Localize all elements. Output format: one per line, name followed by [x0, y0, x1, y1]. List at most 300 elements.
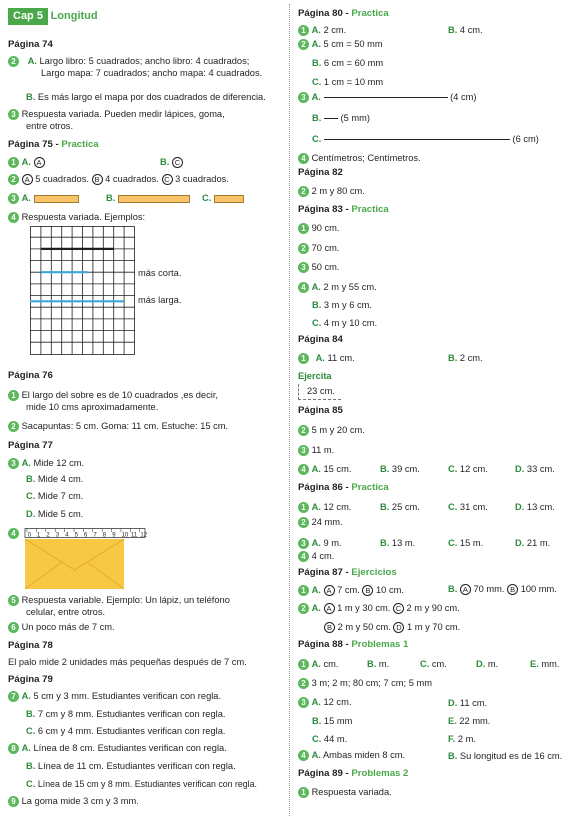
item-label: A.	[311, 39, 321, 49]
answer-text: 12 cm.	[459, 464, 488, 474]
answer-text: 2 m y 90 cm.	[406, 603, 460, 613]
p79-q8	[8, 743, 227, 754]
answer-text: Respuesta variable. Ejemplo: Un lápiz, un teléfono	[21, 595, 230, 605]
answer-text: 70 cm.	[311, 243, 340, 253]
answer-text: (6 cm)	[512, 134, 539, 144]
item-label: A.	[311, 25, 321, 35]
p80-q1-b	[448, 25, 483, 36]
answer-text: 4 m y 10 cm.	[323, 318, 378, 328]
answer-text: mide 10 cms aproximadamente.	[26, 402, 159, 412]
label-short: más corta.	[138, 268, 182, 278]
item-label: D.	[515, 538, 525, 548]
question-number: 5	[8, 595, 19, 606]
question-number: 2	[298, 425, 309, 436]
answer-text: 1 m y 30 cm.	[337, 603, 391, 613]
grid-lines	[30, 226, 135, 355]
answer-text: 4 cm.	[311, 551, 335, 561]
question-number: 2	[298, 678, 309, 689]
p80-q1	[298, 25, 346, 36]
ruler-tick-label: 8	[102, 532, 107, 539]
item-label: A.	[21, 743, 31, 753]
item-label: D.	[26, 509, 36, 519]
p79-q9	[8, 796, 139, 807]
answer-text: Es más largo el mapa por dos cuadrados de diferencia.	[37, 92, 266, 102]
answer-text: 21 m.	[526, 538, 551, 548]
item-label: C.	[448, 502, 458, 512]
p79-q8-c	[26, 779, 257, 790]
chapter-title: Longitud	[50, 10, 98, 22]
section-label: Practica	[351, 204, 389, 215]
p88-q1	[298, 659, 338, 670]
answer-text: 1 cm = 10 mm	[323, 77, 384, 87]
length-bar-b	[118, 195, 190, 203]
question-number: 1	[298, 585, 309, 596]
p88-q1-d	[476, 659, 498, 670]
envelope-body	[25, 539, 124, 589]
page-75-heading: Página 75 - Practica	[8, 139, 99, 150]
p75-q3	[8, 193, 79, 204]
p87-q2-row2	[324, 622, 460, 633]
item-label: A.	[27, 56, 37, 66]
item-label: A.	[311, 92, 321, 102]
answer-text: 2 m y 80 cm.	[311, 186, 365, 196]
answer-text: Un poco más de 7 cm.	[21, 622, 115, 632]
ruler-tick-label: 3	[55, 532, 60, 539]
answer-text: Línea de 11 cm. Estudiantes verifican con regla.	[37, 761, 236, 771]
question-number: 7	[8, 691, 19, 702]
p86-q3-c	[448, 538, 483, 549]
answer-text: Largo libro: 5 cuadrados; ancho libro: 4 cuadrados;	[39, 56, 250, 66]
p75-q4	[8, 212, 145, 223]
p83-q3	[298, 262, 340, 273]
p80-q2-b	[312, 58, 383, 69]
p88-q3-c	[312, 734, 347, 745]
answer-text: 24 mm.	[311, 517, 343, 527]
page-77-heading: Página 77	[8, 440, 53, 451]
answer-text: (5 mm)	[340, 113, 370, 123]
p86-q2	[298, 517, 343, 528]
item-label: A.	[311, 585, 321, 595]
item-label: D.	[515, 502, 525, 512]
p75-q3-b	[106, 193, 190, 204]
answer-text: 23 cm.	[307, 386, 335, 396]
circled-answer: B	[324, 622, 335, 633]
p88-q3-f	[448, 734, 476, 745]
answer-text: 7 cm.	[337, 585, 360, 595]
item-label: B.	[448, 25, 458, 35]
page-88-heading: Página 88 - Problemas 1	[298, 639, 409, 650]
question-number: 1	[8, 157, 19, 168]
ruler-tick-label: 5	[74, 532, 78, 539]
item-label: A.	[311, 464, 321, 474]
item-label: B.	[380, 464, 390, 474]
answer-text: Mide 7 cm.	[37, 491, 84, 501]
answer-text: m.	[487, 659, 499, 669]
answer-text: 12 cm.	[323, 697, 352, 707]
answer-text: 2 cm.	[459, 353, 483, 363]
item-label: C.	[26, 726, 36, 736]
question-number: 3	[298, 697, 309, 708]
ruler-tick-label: 1	[37, 532, 41, 539]
item-label: B.	[448, 584, 458, 594]
p86-q3-b	[380, 538, 415, 549]
p79-q7-b	[26, 709, 225, 720]
answer-text: Ambas miden 8 cm.	[322, 750, 406, 760]
answer-text: mm.	[541, 659, 560, 669]
question-number: 8	[8, 743, 19, 754]
p79-q7	[8, 691, 221, 702]
item-label: C.	[26, 779, 36, 789]
question-number: 2	[8, 174, 19, 185]
p85-q4-d	[515, 464, 555, 475]
p88-q3	[298, 697, 351, 708]
answer-text: 13 m.	[391, 538, 416, 548]
item-label: A.	[311, 603, 321, 613]
question-number: 3	[8, 109, 19, 120]
circled-answer: D	[393, 622, 404, 633]
question-number: 9	[8, 796, 19, 807]
answer-text: Respuesta variada. Pueden medir lápices, goma,	[21, 109, 225, 119]
section-label: Problemas 1	[351, 639, 409, 650]
p80-q3	[298, 92, 476, 103]
question-number: 2	[8, 421, 19, 432]
question-number: 3	[8, 193, 19, 204]
item-label: C.	[26, 491, 36, 501]
answer-text: m.	[378, 659, 390, 669]
p75-q3-c	[202, 193, 244, 204]
item-label: F.	[448, 734, 456, 744]
page-82-heading: Página 82	[298, 167, 343, 178]
question-number: 1	[298, 353, 309, 364]
item-label: A.	[315, 353, 325, 363]
item-label: C.	[312, 734, 322, 744]
line-5mm	[324, 118, 338, 119]
answer-text: (4 cm)	[450, 92, 477, 102]
ruler-tick-label: 10	[121, 532, 129, 539]
p77-q5	[8, 595, 230, 606]
p76-q2	[8, 421, 228, 432]
item-label: B.	[312, 300, 322, 310]
p77-q3-d	[26, 509, 83, 520]
answer-text: 6 cm = 60 mm	[323, 58, 384, 68]
question-number: 4	[8, 528, 19, 539]
answer-text: 5 cuadrados.	[35, 174, 89, 184]
p74-q3	[8, 109, 225, 120]
p86-q4	[298, 551, 334, 562]
ruler-tick-label: 6	[84, 532, 88, 539]
p80-q3-c	[312, 134, 539, 145]
p87-q1	[298, 585, 404, 596]
item-label: D.	[515, 464, 525, 474]
answer-text: Respuesta variada. Ejemplos:	[21, 212, 146, 222]
answer-text: 39 cm.	[391, 464, 420, 474]
item-label: A.	[311, 659, 321, 669]
circled-answer: C	[162, 174, 173, 185]
line-6cm	[324, 139, 510, 140]
question-number: 4	[298, 282, 309, 293]
page-80-heading: Página 80 - Practica	[298, 8, 389, 19]
circled-answer: A	[324, 585, 335, 596]
circled-answer: C	[172, 157, 183, 168]
answer-text: 31 cm.	[459, 502, 488, 512]
circled-answer: A	[34, 157, 45, 168]
question-number: 6	[8, 622, 19, 633]
question-number: 1	[298, 223, 309, 234]
circled-answer: A	[22, 174, 33, 185]
item-label: B.	[26, 92, 36, 102]
answer-text: celular, entre otros.	[26, 607, 106, 617]
item-label: B.	[26, 474, 36, 484]
circled-answer: C	[393, 603, 404, 614]
item-label: A.	[21, 458, 31, 468]
answer-text: 11 cm.	[327, 353, 355, 363]
item-label: C.	[448, 538, 458, 548]
item-label: E.	[448, 716, 457, 726]
question-number: 2	[8, 56, 19, 67]
item-label: C.	[448, 464, 458, 474]
item-label: C.	[202, 193, 212, 203]
answer-text: Sacapuntas: 5 cm. Goma: 11 cm. Estuche: 15 cm.	[21, 421, 229, 431]
item-label: A.	[311, 750, 321, 760]
answer-text: 11 m.	[311, 445, 335, 455]
question-number: 3	[298, 538, 309, 549]
item-label: C.	[420, 659, 430, 669]
answer-text: Línea de 15 cm y 8 mm. Estudiantes verifican con regla.	[37, 779, 257, 789]
p76-q1	[8, 390, 218, 401]
question-number: 1	[8, 390, 19, 401]
p88-q3-e	[448, 716, 490, 727]
page-84-heading: Página 84	[298, 334, 343, 345]
ruler-tick-label: 7	[93, 532, 97, 539]
answer-text: 2 m y 55 cm.	[323, 282, 377, 292]
item-label: A.	[21, 193, 31, 203]
page-87-heading: Página 87 - Ejercicios	[298, 567, 397, 578]
answer-text: 5 cm y 3 mm. Estudiantes verifican con regla.	[33, 691, 222, 701]
p87-q1-b	[448, 584, 557, 595]
question-number: 4	[298, 153, 309, 164]
p83-q4-c	[312, 318, 377, 329]
label-long: más larga.	[138, 295, 182, 305]
p75-q1-b	[160, 157, 183, 168]
answer-text: 11 cm.	[459, 698, 488, 708]
p89-q1	[298, 787, 392, 798]
answer-text: 15 cm.	[323, 464, 352, 474]
p75-q2	[8, 174, 229, 185]
item-label: A.	[21, 157, 31, 167]
p83-q4	[298, 282, 377, 293]
p79-q7-c	[26, 726, 225, 737]
item-label: B.	[367, 659, 377, 669]
p77-q4	[8, 528, 19, 539]
question-number: 1	[298, 25, 309, 36]
p84-q1	[298, 353, 355, 364]
answer-text: 25 cm.	[391, 502, 420, 512]
item-label: B.	[448, 353, 458, 363]
item-label: A.	[311, 502, 321, 512]
page-86-heading: Página 86 - Practica	[298, 482, 389, 493]
answer-text: 5 m y 20 cm.	[311, 425, 365, 435]
ruler-envelope-figure	[24, 528, 148, 592]
item-label: A.	[311, 697, 321, 707]
answer-text: 13 cm.	[526, 502, 555, 512]
p85-q4	[298, 464, 351, 475]
item-label: A.	[21, 691, 31, 701]
page-74-heading: Página 74	[8, 39, 53, 50]
item-label: B.	[26, 709, 36, 719]
p75-q1	[8, 157, 45, 168]
p85-q4-c	[448, 464, 488, 475]
item-label: C.	[312, 77, 322, 87]
question-number: 2	[298, 243, 309, 254]
answer-text: Mide 4 cm.	[37, 474, 84, 484]
answer-text: 3 cuadrados.	[175, 174, 229, 184]
p83-q4-b	[312, 300, 372, 311]
p85-q3	[298, 445, 334, 456]
p77-q3	[8, 458, 84, 469]
p80-q3-b	[312, 113, 370, 124]
circled-answer: A	[460, 584, 471, 595]
p88-q4-b	[448, 751, 562, 762]
circled-answer: A	[324, 603, 335, 614]
item-label: B.	[160, 157, 170, 167]
chapter-badge: Cap 5	[8, 8, 48, 25]
page-78-heading: Página 78	[8, 640, 53, 651]
answer-text: 10 cm.	[376, 585, 404, 595]
p83-q1	[298, 223, 340, 234]
p88-q1-b	[367, 659, 389, 670]
item-label: D.	[476, 659, 486, 669]
answer-text: 15 mm	[323, 716, 353, 726]
p74-q2	[8, 56, 249, 67]
p82-q2	[298, 186, 365, 197]
question-number: 2	[298, 517, 309, 528]
question-number: 2	[298, 39, 309, 50]
section-label: Practica	[351, 482, 389, 493]
question-number: 1	[298, 787, 309, 798]
item-label: B.	[380, 538, 390, 548]
item-label: A.	[311, 538, 321, 548]
page-79-heading: Página 79	[8, 674, 53, 685]
p86-q1-d	[515, 502, 555, 513]
p88-q1-c	[420, 659, 447, 670]
item-label: B.	[26, 761, 36, 771]
answer-text: 4 cuadrados.	[105, 174, 159, 184]
answer-text: 3 m y 6 cm.	[323, 300, 372, 310]
p88-q3-d	[448, 698, 487, 709]
answer-text: El palo mide 2 unidades más pequeñas después de 7 cm.	[8, 657, 247, 667]
ruler-tick-label: 4	[65, 532, 69, 539]
question-number: 4	[8, 212, 19, 223]
p88-q3-b	[312, 716, 352, 727]
answer-text: 44 m.	[323, 734, 348, 744]
item-label: B.	[312, 58, 322, 68]
chapter-header	[8, 8, 98, 25]
p88-q4	[298, 750, 405, 761]
answer-text: 6 cm y 4 mm. Estudiantes verifican con regla.	[37, 726, 226, 736]
section-label: Practica	[61, 139, 99, 150]
question-number: 3	[298, 92, 309, 103]
column-divider	[289, 4, 290, 816]
answer-text: Respuesta variada.	[311, 787, 392, 797]
section-label: Ejercicios	[351, 567, 397, 578]
answer-text: cm.	[323, 659, 339, 669]
answer-text: 22 mm.	[459, 716, 491, 726]
circled-answer: B	[92, 174, 103, 185]
page-85-heading: Página 85	[298, 405, 343, 416]
line-4cm	[324, 97, 448, 98]
question-number: 3	[8, 458, 19, 469]
p86-q3-d	[515, 538, 550, 549]
question-number: 3	[298, 445, 309, 456]
circled-answer: B	[362, 585, 373, 596]
answer-text: 1 m y 70 cm.	[407, 622, 461, 632]
answer-text: 9 m.	[323, 538, 342, 548]
answer-text: 15 m.	[459, 538, 484, 548]
answer-text: La goma mide 3 cm y 3 mm.	[21, 796, 139, 806]
p83-q2	[298, 243, 340, 254]
p77-q3-b	[26, 474, 83, 485]
ejercita-label: Ejercita	[298, 371, 332, 381]
answer-text: 12 cm.	[323, 502, 352, 512]
question-number: 1	[298, 659, 309, 670]
answer-text: 5 cm = 50 mm	[323, 39, 383, 49]
circled-answer: B	[507, 584, 518, 595]
answer-text: Línea de 8 cm. Estudiantes verifican con regla.	[33, 743, 227, 753]
question-number: 2	[298, 603, 309, 614]
p80-q2-c	[312, 77, 383, 88]
page-89-heading: Página 89 - Problemas 2	[298, 768, 409, 779]
p86-q3	[298, 538, 342, 549]
item-label: A.	[311, 282, 321, 292]
answer-text: entre otros.	[26, 121, 74, 131]
item-label: C.	[312, 318, 322, 328]
page-83-heading: Página 83 - Practica	[298, 204, 389, 215]
question-number: 4	[298, 551, 309, 562]
page-76-heading: Página 76	[8, 370, 53, 381]
p86-q1-c	[448, 502, 488, 513]
answer-text: 2 m.	[457, 734, 476, 744]
question-number: 4	[298, 464, 309, 475]
p85-q4-b	[380, 464, 420, 475]
ruler-tick-label: 0	[27, 532, 31, 539]
p85-q2	[298, 425, 365, 436]
answer-text: El largo del sobre es de 10 cuadrados ,es decir,	[21, 390, 218, 400]
p84-q1-b	[448, 353, 483, 364]
item-label: B.	[106, 193, 116, 203]
length-bar-a	[34, 195, 79, 203]
ejercita-answer-box	[298, 384, 341, 400]
item-label: B.	[312, 113, 322, 123]
section-label: Problemas 2	[351, 768, 409, 779]
p86-q1-b	[380, 502, 420, 513]
item-label: B.	[448, 751, 458, 761]
answer-text: 70 mm.	[473, 584, 505, 594]
p79-q8-b	[26, 761, 236, 772]
item-label: B.	[312, 716, 322, 726]
question-number: 2	[298, 186, 309, 197]
section-label: Practica	[351, 8, 389, 19]
answer-text: 2 cm.	[323, 25, 347, 35]
ruler-tick-label: 12	[140, 532, 148, 539]
answer-text: Mide 5 cm.	[37, 509, 84, 519]
item-label: B.	[380, 502, 390, 512]
p80-q4	[298, 153, 421, 164]
ruler-tick-label: 2	[46, 532, 50, 539]
answer-text: 100 mm.	[520, 584, 557, 594]
answer-text: cm.	[431, 659, 447, 669]
p77-q3-c	[26, 491, 83, 502]
answer-text: 90 cm.	[311, 223, 340, 233]
